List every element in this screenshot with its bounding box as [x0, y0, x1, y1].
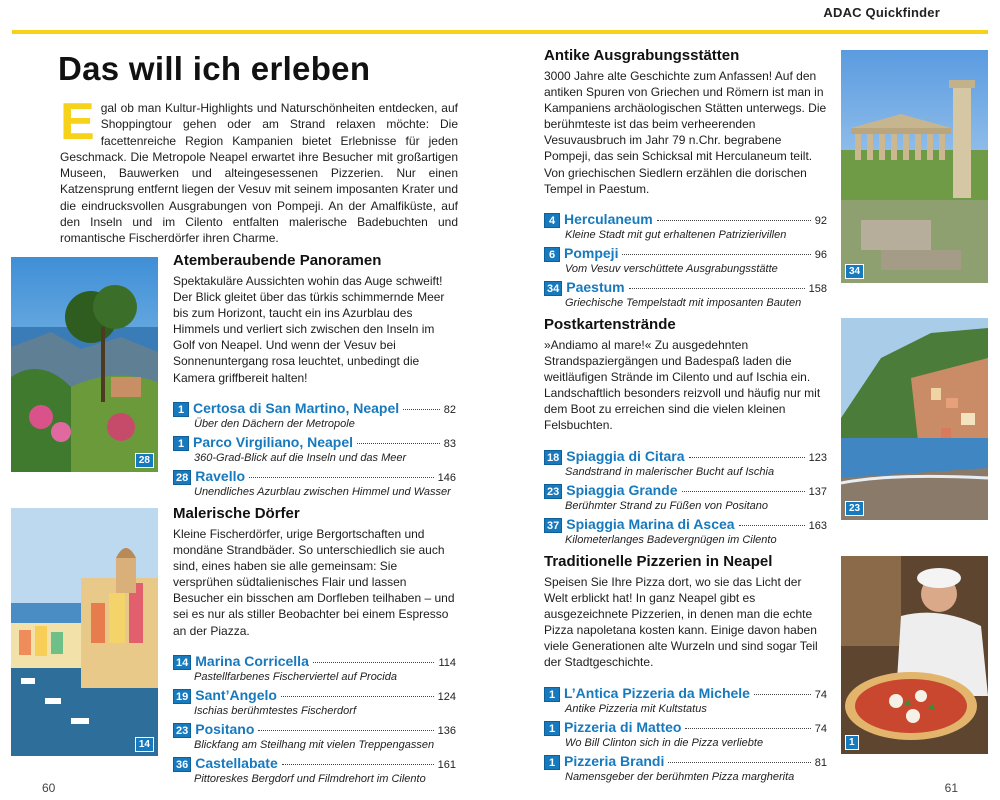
entry-description: Ischias berühmtestes Fischerdorf	[194, 704, 357, 717]
dot-leader	[281, 696, 434, 697]
location-number-badge: 1	[544, 687, 560, 702]
entry-description: Griechische Tempelstadt mit imposanten Bauten	[565, 296, 802, 309]
entry-link[interactable]: Sant’Angelo	[195, 686, 277, 703]
procida-photo-illustration	[11, 508, 158, 756]
page-number: 81	[814, 756, 827, 769]
entry-list	[544, 685, 827, 784]
list-item	[173, 687, 456, 718]
entry-link[interactable]: Positano	[195, 720, 255, 737]
page-number: 82	[443, 403, 456, 416]
page-number: 83	[443, 437, 456, 450]
list-item	[173, 653, 456, 684]
dot-leader	[403, 409, 440, 410]
pizzeria-photo-illustration	[841, 556, 988, 754]
section-body: Spektakuläre Aussichten wohin das Auge schweift! Der Blick gleitet über das türkis schimmernde Meer bis zum Horizont, taucht ein ins Azurblau des Himmels und verliert sich zwischen den Inseln im Golf von Neapel. Und wenn der Vesuv bei Sonnenuntergang rosa leuchtet, unbedingt die Kamera griffbereit halten!	[173, 274, 445, 385]
list-item	[173, 755, 456, 786]
dot-leader	[754, 694, 811, 695]
page-number: 163	[808, 519, 827, 532]
page-number: 114	[438, 656, 456, 669]
section-ausgrabung	[544, 47, 827, 313]
location-number-badge: 23	[173, 723, 191, 738]
entry-description: Blickfang am Steilhang mit vielen Treppengassen	[194, 738, 435, 751]
section-doerfer	[173, 505, 456, 789]
running-header: ADAC Quickfinder	[823, 5, 940, 20]
list-item	[173, 721, 456, 752]
photo-positano	[841, 318, 988, 520]
entry-description: Vom Vesuv verschüttete Ausgrabungsstätte	[565, 262, 778, 275]
entry-link[interactable]: Spiaggia Grande	[566, 481, 678, 498]
page-number-left: 60	[42, 781, 56, 795]
entry-description: Kleine Stadt mit gut erhaltenen Patrizierivillen	[565, 228, 787, 241]
dot-leader	[685, 728, 810, 729]
photo-pizzeria	[841, 556, 988, 754]
page-number: 74	[814, 688, 827, 701]
entry-list	[173, 400, 456, 499]
entry-link[interactable]: Paestum	[566, 278, 625, 295]
intro-paragraph	[60, 93, 458, 247]
intro-text: gal ob man Kultur-Highlights und Naturschönheiten entdecken, auf Shoppingtour gehen oder am Strand relaxen möchte: Die facettenreiche Region Kampanien bietet Erlebnisse für jeden Geschmack. Die Metropole Neapel erwartet ihre Besucher mit großartigen Museen, Bauwerken und alteingesessenen Pizzerien. Nur einen Katzensprung entfernt liegen der Vesuv mit seinem imposanten Krater und die eindrucksvollen Ausgrabungen von Pompeji. An der Amalfiküste, auf den Inseln und im Cilento entfalten malerische Badebuchten und romantische Fischerdörfer ihren Charme.	[60, 101, 458, 246]
section-body: 3000 Jahre alte Geschichte zum Anfassen! Auf den antiken Spuren von Griechen und Römern ist man in Kampaniens archäologischen Stätten unterwegs. Die berühmteste ist das beim verheerenden Vesuvausbruch im Jahr 79 n.Chr. begrabene Pompeji, das sein Schicksal mit Herculaneum teilt. Von griechischen Siedlern erzählen die dorischen Tempel in Paestum.	[544, 69, 827, 196]
page-number: 96	[814, 248, 827, 261]
dot-leader	[258, 730, 433, 731]
list-item	[544, 211, 827, 242]
entry-link[interactable]: Spiaggia di Citara	[566, 447, 685, 464]
location-number-badge: 1	[544, 755, 560, 770]
location-number-badge: 6	[544, 247, 560, 262]
drop-cap: E	[60, 93, 95, 151]
location-number-badge: 23	[544, 484, 562, 499]
dot-leader	[313, 662, 435, 663]
page-number: 124	[437, 690, 456, 703]
section-straende	[544, 316, 827, 550]
section-title: Postkartenstrände	[544, 316, 676, 333]
entry-description: Namensgeber der berühmten Pizza margherita	[565, 770, 795, 783]
page-number: 158	[808, 282, 827, 295]
ravello-photo-illustration	[11, 257, 158, 472]
entry-description: Über den Dächern der Metropole	[194, 417, 355, 430]
location-number-badge: 37	[544, 518, 562, 533]
dot-leader	[657, 220, 811, 221]
list-item	[544, 245, 827, 276]
entry-description: Pastellfarbenes Fischerviertel auf Procida	[194, 670, 397, 683]
location-number-badge: 34	[544, 281, 562, 296]
entry-list	[544, 211, 827, 310]
section-title: Traditionelle Pizzerien in Neapel	[544, 553, 773, 570]
section-title: Malerische Dörfer	[173, 505, 300, 522]
dot-leader	[682, 491, 805, 492]
page-number: 136	[437, 724, 456, 737]
dot-leader	[249, 477, 434, 478]
dot-leader	[629, 288, 805, 289]
section-panoramen	[173, 252, 456, 502]
page-number: 137	[808, 485, 827, 498]
entry-link[interactable]: Pompeji	[564, 244, 619, 261]
entry-link[interactable]: Pizzeria Brandi	[564, 752, 665, 769]
photo-procida	[11, 508, 158, 756]
list-item	[173, 434, 456, 465]
entry-description: Pittoreskes Bergdorf und Filmdrehort im Cilento	[194, 772, 426, 785]
section-body: »Andiamo al mare!« Zu ausgedehnten Strandspaziergängen und Badespaß laden die weitläufigen Strände im Cilento und auf Ischia ein. Landschaftlich besonders reizvoll und häufig nur mit dem Boot zu erreichen sind die vielen kleinen Felsbuchten.	[544, 338, 821, 433]
page-number: 161	[437, 758, 456, 771]
entry-link[interactable]: Pizzeria di Matteo	[564, 718, 682, 735]
photo-number-badge: 23	[845, 501, 864, 516]
section-title: Atemberaubende Panoramen	[173, 252, 382, 269]
page-number-right: 61	[944, 781, 958, 795]
location-number-badge: 28	[173, 470, 191, 485]
list-item	[173, 400, 456, 431]
yellow-rule	[12, 30, 988, 34]
dot-leader	[622, 254, 810, 255]
location-number-badge: 18	[544, 450, 562, 465]
dot-leader	[357, 443, 440, 444]
entry-link[interactable]: Spiaggia Marina di Ascea	[566, 515, 735, 532]
entry-description: Kilometerlanges Badevergnügen im Cilento	[565, 533, 777, 546]
location-number-badge: 1	[544, 721, 560, 736]
photo-number-badge: 14	[135, 737, 154, 752]
entry-description: Unendliches Azurblau zwischen Himmel und Wasser	[194, 485, 451, 498]
entry-link[interactable]: Herculaneum	[564, 210, 653, 227]
photo-number-badge: 28	[135, 453, 154, 468]
photo-number-badge: 1	[845, 735, 859, 750]
page-number: 92	[814, 214, 827, 227]
page-number: 74	[814, 722, 827, 735]
entry-link[interactable]: Ravello	[195, 467, 246, 484]
location-number-badge: 4	[544, 213, 560, 228]
entry-list	[544, 448, 827, 547]
list-item	[544, 279, 827, 310]
location-number-badge: 14	[173, 655, 191, 670]
entry-description: 360-Grad-Blick auf die Inseln und das Meer	[194, 451, 407, 464]
list-item	[544, 482, 827, 513]
photo-paestum	[841, 50, 988, 283]
entry-link[interactable]: Marina Corricella	[195, 652, 309, 669]
entry-link[interactable]: L’Antica Pizzeria da Michele	[564, 684, 750, 701]
dot-leader	[689, 457, 805, 458]
location-number-badge: 1	[173, 402, 189, 417]
photo-ravello	[11, 257, 158, 472]
section-body: Speisen Sie Ihre Pizza dort, wo sie das Licht der Welt erblickt hat! In ganz Neapel gibt es ausgezeichnete Pizzerien, in denen man die echte Pizza napoletana kosten kann. Einige davon haben viele Generationen alte Wurzeln und sind sogar Teil der Stadtgeschichte.	[544, 575, 818, 670]
entry-list	[173, 653, 456, 786]
location-number-badge: 1	[173, 436, 189, 451]
photo-number-badge: 34	[845, 264, 864, 279]
dot-leader	[282, 764, 434, 765]
section-body: Kleine Fischerdörfer, urige Bergortschaften und mondäne Strandbäder. So unterschiedlich sie auch sind, eines haben sie alle gemeinsam: Sie versprühen südtalienisches Flair und lassen Besucher ein bisschen am Dorfleben teilhaben – und sei es nur als stiller Beobachter bei einem Espresso an der Piazza.	[173, 527, 455, 638]
list-item	[544, 719, 827, 750]
section-pizzerien	[544, 553, 827, 787]
page-number: 146	[437, 471, 456, 484]
paestum-photo-illustration	[841, 50, 988, 283]
entry-link[interactable]: Certosa di San Martino, Neapel	[193, 399, 400, 416]
entry-description: Antike Pizzeria mit Kultstatus	[565, 702, 707, 715]
entry-link[interactable]: Castellabate	[195, 754, 278, 771]
section-title: Antike Ausgrabungsstätten	[544, 47, 740, 64]
entry-description: Wo Bill Clinton sich in die Pizza verliebte	[565, 736, 764, 749]
list-item	[173, 468, 456, 499]
list-item	[544, 685, 827, 716]
dot-leader	[668, 762, 810, 763]
page-title: Das will ich erleben	[58, 50, 371, 87]
list-item	[544, 753, 827, 784]
location-number-badge: 36	[173, 757, 191, 772]
list-item	[544, 448, 827, 479]
dot-leader	[739, 525, 805, 526]
entry-link[interactable]: Parco Virgiliano, Neapel	[193, 433, 354, 450]
entry-description: Sandstrand in malerischer Bucht auf Ischia	[565, 465, 775, 478]
list-item	[544, 516, 827, 547]
entry-description: Berühmter Strand zu Füßen von Positano	[565, 499, 768, 512]
location-number-badge: 19	[173, 689, 191, 704]
positano-photo-illustration	[841, 318, 988, 520]
page-number: 123	[808, 451, 827, 464]
